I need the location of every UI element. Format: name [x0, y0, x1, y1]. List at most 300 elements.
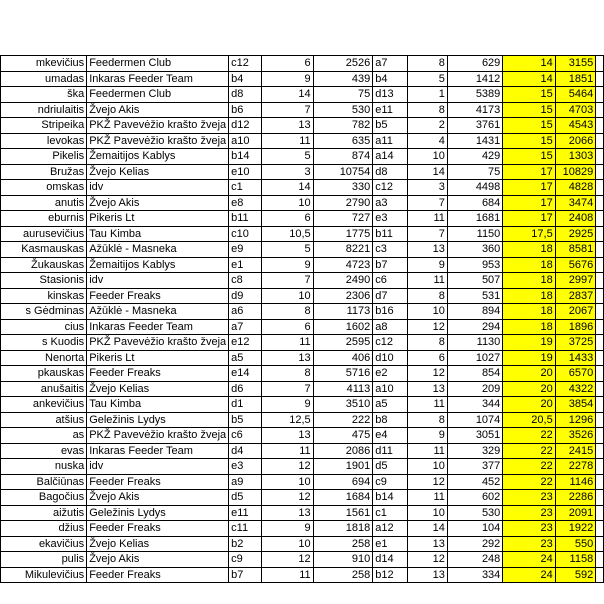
- points-total-cell[interactable]: [503, 133, 555, 149]
- angler-name-cell[interactable]: [1, 164, 87, 180]
- sector-1-cell[interactable]: [229, 521, 262, 537]
- sector-1-cell[interactable]: [229, 412, 262, 428]
- angler-name-cell[interactable]: [1, 521, 87, 537]
- weight-2-cell[interactable]: [447, 56, 502, 72]
- empty-cell[interactable]: [596, 149, 604, 165]
- weight-1-cell[interactable]: [313, 87, 373, 103]
- place-2-cell[interactable]: [408, 195, 448, 211]
- place-1-cell[interactable]: [262, 381, 314, 397]
- sector-2-cell[interactable]: [373, 536, 408, 552]
- place-1-cell[interactable]: [262, 412, 314, 428]
- club-cell[interactable]: [87, 319, 229, 335]
- club-cell[interactable]: [87, 226, 229, 242]
- weight-2-cell[interactable]: [447, 273, 502, 289]
- sector-1-cell[interactable]: [229, 350, 262, 366]
- sector-1-cell[interactable]: [229, 319, 262, 335]
- place-1-cell[interactable]: [262, 397, 314, 413]
- sector-1-cell[interactable]: [229, 257, 262, 273]
- place-2-cell[interactable]: [408, 412, 448, 428]
- sector-2-cell[interactable]: [373, 505, 408, 521]
- place-2-cell[interactable]: [408, 226, 448, 242]
- sector-2-cell[interactable]: [373, 459, 408, 475]
- sector-2-cell[interactable]: [373, 273, 408, 289]
- sector-1-cell[interactable]: [229, 226, 262, 242]
- points-total-cell[interactable]: [503, 273, 555, 289]
- place-1-cell[interactable]: [262, 273, 314, 289]
- sector-1-cell[interactable]: [229, 490, 262, 506]
- sector-1-cell[interactable]: [229, 397, 262, 413]
- place-1-cell[interactable]: [262, 87, 314, 103]
- weight-total-cell[interactable]: [555, 87, 596, 103]
- weight-1-cell[interactable]: [313, 474, 373, 490]
- angler-name-cell[interactable]: [1, 366, 87, 382]
- weight-total-cell[interactable]: [555, 56, 596, 72]
- points-total-cell[interactable]: [503, 412, 555, 428]
- club-cell[interactable]: [87, 536, 229, 552]
- angler-name-cell[interactable]: [1, 149, 87, 165]
- place-2-cell[interactable]: [408, 118, 448, 134]
- points-total-cell[interactable]: [503, 350, 555, 366]
- place-1-cell[interactable]: [262, 443, 314, 459]
- empty-cell[interactable]: [596, 164, 604, 180]
- empty-cell[interactable]: [596, 366, 604, 382]
- weight-total-cell[interactable]: [555, 149, 596, 165]
- weight-total-cell[interactable]: [555, 366, 596, 382]
- club-cell[interactable]: [87, 273, 229, 289]
- weight-1-cell[interactable]: [313, 56, 373, 72]
- place-2-cell[interactable]: [408, 350, 448, 366]
- place-2-cell[interactable]: [408, 319, 448, 335]
- club-cell[interactable]: [87, 366, 229, 382]
- angler-name-cell[interactable]: [1, 474, 87, 490]
- weight-1-cell[interactable]: [313, 149, 373, 165]
- empty-cell[interactable]: [596, 288, 604, 304]
- club-cell[interactable]: [87, 304, 229, 320]
- place-2-cell[interactable]: [408, 180, 448, 196]
- weight-2-cell[interactable]: [447, 428, 502, 444]
- place-1-cell[interactable]: [262, 567, 314, 583]
- weight-2-cell[interactable]: [447, 381, 502, 397]
- weight-1-cell[interactable]: [313, 552, 373, 568]
- club-cell[interactable]: [87, 56, 229, 72]
- weight-total-cell[interactable]: [555, 195, 596, 211]
- points-total-cell[interactable]: [503, 195, 555, 211]
- place-1-cell[interactable]: [262, 552, 314, 568]
- empty-cell[interactable]: [596, 474, 604, 490]
- angler-name-cell[interactable]: [1, 567, 87, 583]
- place-1-cell[interactable]: [262, 428, 314, 444]
- weight-total-cell[interactable]: [555, 273, 596, 289]
- place-2-cell[interactable]: [408, 459, 448, 475]
- place-1-cell[interactable]: [262, 335, 314, 351]
- sector-2-cell[interactable]: [373, 102, 408, 118]
- empty-cell[interactable]: [596, 195, 604, 211]
- sector-1-cell[interactable]: [229, 459, 262, 475]
- angler-name-cell[interactable]: [1, 273, 87, 289]
- empty-cell[interactable]: [596, 397, 604, 413]
- weight-2-cell[interactable]: [447, 71, 502, 87]
- weight-1-cell[interactable]: [313, 381, 373, 397]
- points-total-cell[interactable]: [503, 304, 555, 320]
- club-cell[interactable]: [87, 567, 229, 583]
- weight-total-cell[interactable]: [555, 164, 596, 180]
- weight-1-cell[interactable]: [313, 319, 373, 335]
- angler-name-cell[interactable]: [1, 412, 87, 428]
- sector-1-cell[interactable]: [229, 133, 262, 149]
- sector-2-cell[interactable]: [373, 242, 408, 258]
- place-2-cell[interactable]: [408, 428, 448, 444]
- place-2-cell[interactable]: [408, 567, 448, 583]
- sector-2-cell[interactable]: [373, 521, 408, 537]
- weight-total-cell[interactable]: [555, 474, 596, 490]
- angler-name-cell[interactable]: [1, 350, 87, 366]
- weight-total-cell[interactable]: [555, 428, 596, 444]
- weight-1-cell[interactable]: [313, 428, 373, 444]
- weight-total-cell[interactable]: [555, 567, 596, 583]
- weight-2-cell[interactable]: [447, 226, 502, 242]
- sector-2-cell[interactable]: [373, 428, 408, 444]
- sector-2-cell[interactable]: [373, 397, 408, 413]
- place-2-cell[interactable]: [408, 366, 448, 382]
- club-cell[interactable]: [87, 118, 229, 134]
- angler-name-cell[interactable]: [1, 133, 87, 149]
- sector-2-cell[interactable]: [373, 195, 408, 211]
- points-total-cell[interactable]: [503, 474, 555, 490]
- club-cell[interactable]: [87, 474, 229, 490]
- angler-name-cell[interactable]: [1, 87, 87, 103]
- weight-2-cell[interactable]: [447, 552, 502, 568]
- sector-2-cell[interactable]: [373, 412, 408, 428]
- sector-2-cell[interactable]: [373, 71, 408, 87]
- place-1-cell[interactable]: [262, 459, 314, 475]
- weight-total-cell[interactable]: [555, 288, 596, 304]
- empty-cell[interactable]: [596, 350, 604, 366]
- angler-name-cell[interactable]: [1, 257, 87, 273]
- weight-total-cell[interactable]: [555, 242, 596, 258]
- place-2-cell[interactable]: [408, 521, 448, 537]
- weight-1-cell[interactable]: [313, 505, 373, 521]
- place-1-cell[interactable]: [262, 226, 314, 242]
- sector-2-cell[interactable]: [373, 350, 408, 366]
- club-cell[interactable]: [87, 428, 229, 444]
- club-cell[interactable]: [87, 335, 229, 351]
- sector-1-cell[interactable]: [229, 149, 262, 165]
- place-2-cell[interactable]: [408, 71, 448, 87]
- weight-2-cell[interactable]: [447, 242, 502, 258]
- club-cell[interactable]: [87, 381, 229, 397]
- empty-cell[interactable]: [596, 133, 604, 149]
- weight-1-cell[interactable]: [313, 273, 373, 289]
- weight-1-cell[interactable]: [313, 459, 373, 475]
- weight-total-cell[interactable]: [555, 304, 596, 320]
- points-total-cell[interactable]: [503, 102, 555, 118]
- place-1-cell[interactable]: [262, 211, 314, 227]
- club-cell[interactable]: [87, 257, 229, 273]
- place-1-cell[interactable]: [262, 505, 314, 521]
- club-cell[interactable]: [87, 71, 229, 87]
- sector-2-cell[interactable]: [373, 211, 408, 227]
- weight-total-cell[interactable]: [555, 505, 596, 521]
- place-2-cell[interactable]: [408, 273, 448, 289]
- points-total-cell[interactable]: [503, 226, 555, 242]
- weight-1-cell[interactable]: [313, 412, 373, 428]
- weight-1-cell[interactable]: [313, 304, 373, 320]
- angler-name-cell[interactable]: [1, 118, 87, 134]
- club-cell[interactable]: [87, 87, 229, 103]
- weight-total-cell[interactable]: [555, 257, 596, 273]
- weight-total-cell[interactable]: [555, 443, 596, 459]
- weight-2-cell[interactable]: [447, 319, 502, 335]
- place-1-cell[interactable]: [262, 180, 314, 196]
- points-total-cell[interactable]: [503, 56, 555, 72]
- place-2-cell[interactable]: [408, 552, 448, 568]
- sector-2-cell[interactable]: [373, 304, 408, 320]
- points-total-cell[interactable]: [503, 257, 555, 273]
- place-1-cell[interactable]: [262, 288, 314, 304]
- angler-name-cell[interactable]: [1, 319, 87, 335]
- place-2-cell[interactable]: [408, 381, 448, 397]
- angler-name-cell[interactable]: [1, 552, 87, 568]
- place-1-cell[interactable]: [262, 102, 314, 118]
- points-total-cell[interactable]: [503, 536, 555, 552]
- weight-total-cell[interactable]: [555, 350, 596, 366]
- club-cell[interactable]: [87, 242, 229, 258]
- sector-1-cell[interactable]: [229, 87, 262, 103]
- points-total-cell[interactable]: [503, 211, 555, 227]
- club-cell[interactable]: [87, 521, 229, 537]
- place-2-cell[interactable]: [408, 397, 448, 413]
- weight-total-cell[interactable]: [555, 319, 596, 335]
- place-2-cell[interactable]: [408, 56, 448, 72]
- weight-2-cell[interactable]: [447, 350, 502, 366]
- empty-cell[interactable]: [596, 304, 604, 320]
- place-2-cell[interactable]: [408, 443, 448, 459]
- empty-cell[interactable]: [596, 335, 604, 351]
- points-total-cell[interactable]: [503, 118, 555, 134]
- place-1-cell[interactable]: [262, 118, 314, 134]
- weight-total-cell[interactable]: [555, 102, 596, 118]
- weight-total-cell[interactable]: [555, 552, 596, 568]
- empty-cell[interactable]: [596, 490, 604, 506]
- angler-name-cell[interactable]: [1, 505, 87, 521]
- weight-1-cell[interactable]: [313, 180, 373, 196]
- weight-total-cell[interactable]: [555, 335, 596, 351]
- empty-cell[interactable]: [596, 211, 604, 227]
- weight-total-cell[interactable]: [555, 118, 596, 134]
- sector-2-cell[interactable]: [373, 381, 408, 397]
- place-2-cell[interactable]: [408, 164, 448, 180]
- weight-2-cell[interactable]: [447, 180, 502, 196]
- empty-cell[interactable]: [596, 381, 604, 397]
- angler-name-cell[interactable]: [1, 335, 87, 351]
- empty-cell[interactable]: [596, 273, 604, 289]
- sector-1-cell[interactable]: [229, 536, 262, 552]
- points-total-cell[interactable]: [503, 490, 555, 506]
- sector-2-cell[interactable]: [373, 118, 408, 134]
- weight-1-cell[interactable]: [313, 350, 373, 366]
- angler-name-cell[interactable]: [1, 195, 87, 211]
- weight-1-cell[interactable]: [313, 118, 373, 134]
- sector-1-cell[interactable]: [229, 428, 262, 444]
- sector-2-cell[interactable]: [373, 87, 408, 103]
- sector-2-cell[interactable]: [373, 133, 408, 149]
- empty-cell[interactable]: [596, 521, 604, 537]
- place-1-cell[interactable]: [262, 474, 314, 490]
- sector-2-cell[interactable]: [373, 149, 408, 165]
- empty-cell[interactable]: [596, 118, 604, 134]
- place-2-cell[interactable]: [408, 335, 448, 351]
- angler-name-cell[interactable]: [1, 102, 87, 118]
- weight-total-cell[interactable]: [555, 490, 596, 506]
- weight-2-cell[interactable]: [447, 304, 502, 320]
- empty-cell[interactable]: [596, 56, 604, 72]
- points-total-cell[interactable]: [503, 87, 555, 103]
- sector-2-cell[interactable]: [373, 443, 408, 459]
- place-2-cell[interactable]: [408, 505, 448, 521]
- weight-1-cell[interactable]: [313, 242, 373, 258]
- sector-1-cell[interactable]: [229, 505, 262, 521]
- points-total-cell[interactable]: [503, 288, 555, 304]
- weight-2-cell[interactable]: [447, 149, 502, 165]
- angler-name-cell[interactable]: [1, 459, 87, 475]
- weight-total-cell[interactable]: [555, 397, 596, 413]
- angler-name-cell[interactable]: [1, 536, 87, 552]
- points-total-cell[interactable]: [503, 505, 555, 521]
- weight-2-cell[interactable]: [447, 133, 502, 149]
- sector-2-cell[interactable]: [373, 567, 408, 583]
- club-cell[interactable]: [87, 459, 229, 475]
- sector-2-cell[interactable]: [373, 56, 408, 72]
- sector-2-cell[interactable]: [373, 319, 408, 335]
- club-cell[interactable]: [87, 149, 229, 165]
- sector-1-cell[interactable]: [229, 71, 262, 87]
- place-1-cell[interactable]: [262, 536, 314, 552]
- weight-2-cell[interactable]: [447, 102, 502, 118]
- empty-cell[interactable]: [596, 242, 604, 258]
- sector-1-cell[interactable]: [229, 211, 262, 227]
- angler-name-cell[interactable]: [1, 490, 87, 506]
- weight-1-cell[interactable]: [313, 226, 373, 242]
- points-total-cell[interactable]: [503, 381, 555, 397]
- sector-1-cell[interactable]: [229, 180, 262, 196]
- sector-2-cell[interactable]: [373, 490, 408, 506]
- place-1-cell[interactable]: [262, 304, 314, 320]
- sector-1-cell[interactable]: [229, 443, 262, 459]
- club-cell[interactable]: [87, 164, 229, 180]
- empty-cell[interactable]: [596, 536, 604, 552]
- place-1-cell[interactable]: [262, 521, 314, 537]
- empty-cell[interactable]: [596, 552, 604, 568]
- angler-name-cell[interactable]: [1, 397, 87, 413]
- weight-2-cell[interactable]: [447, 288, 502, 304]
- empty-cell[interactable]: [596, 180, 604, 196]
- place-2-cell[interactable]: [408, 149, 448, 165]
- sector-1-cell[interactable]: [229, 335, 262, 351]
- place-1-cell[interactable]: [262, 164, 314, 180]
- place-2-cell[interactable]: [408, 257, 448, 273]
- angler-name-cell[interactable]: [1, 56, 87, 72]
- points-total-cell[interactable]: [503, 164, 555, 180]
- weight-total-cell[interactable]: [555, 71, 596, 87]
- weight-1-cell[interactable]: [313, 211, 373, 227]
- weight-2-cell[interactable]: [447, 536, 502, 552]
- sector-1-cell[interactable]: [229, 381, 262, 397]
- points-total-cell[interactable]: [503, 180, 555, 196]
- place-1-cell[interactable]: [262, 71, 314, 87]
- empty-cell[interactable]: [596, 443, 604, 459]
- sector-1-cell[interactable]: [229, 273, 262, 289]
- place-1-cell[interactable]: [262, 490, 314, 506]
- points-total-cell[interactable]: [503, 428, 555, 444]
- place-2-cell[interactable]: [408, 536, 448, 552]
- weight-total-cell[interactable]: [555, 180, 596, 196]
- weight-1-cell[interactable]: [313, 195, 373, 211]
- weight-total-cell[interactable]: [555, 381, 596, 397]
- angler-name-cell[interactable]: [1, 226, 87, 242]
- place-2-cell[interactable]: [408, 102, 448, 118]
- weight-2-cell[interactable]: [447, 257, 502, 273]
- weight-2-cell[interactable]: [447, 459, 502, 475]
- sector-1-cell[interactable]: [229, 242, 262, 258]
- club-cell[interactable]: [87, 490, 229, 506]
- sector-2-cell[interactable]: [373, 226, 408, 242]
- sector-1-cell[interactable]: [229, 567, 262, 583]
- angler-name-cell[interactable]: [1, 428, 87, 444]
- angler-name-cell[interactable]: [1, 180, 87, 196]
- place-2-cell[interactable]: [408, 87, 448, 103]
- place-1-cell[interactable]: [262, 350, 314, 366]
- club-cell[interactable]: [87, 397, 229, 413]
- place-2-cell[interactable]: [408, 474, 448, 490]
- empty-cell[interactable]: [596, 257, 604, 273]
- empty-cell[interactable]: [596, 71, 604, 87]
- place-1-cell[interactable]: [262, 319, 314, 335]
- sector-2-cell[interactable]: [373, 552, 408, 568]
- club-cell[interactable]: [87, 505, 229, 521]
- weight-2-cell[interactable]: [447, 567, 502, 583]
- angler-name-cell[interactable]: [1, 304, 87, 320]
- weight-1-cell[interactable]: [313, 164, 373, 180]
- points-total-cell[interactable]: [503, 319, 555, 335]
- place-2-cell[interactable]: [408, 490, 448, 506]
- points-total-cell[interactable]: [503, 521, 555, 537]
- weight-1-cell[interactable]: [313, 257, 373, 273]
- points-total-cell[interactable]: [503, 459, 555, 475]
- weight-2-cell[interactable]: [447, 211, 502, 227]
- points-total-cell[interactable]: [503, 71, 555, 87]
- weight-2-cell[interactable]: [447, 490, 502, 506]
- points-total-cell[interactable]: [503, 443, 555, 459]
- empty-cell[interactable]: [596, 87, 604, 103]
- weight-1-cell[interactable]: [313, 133, 373, 149]
- club-cell[interactable]: [87, 211, 229, 227]
- club-cell[interactable]: [87, 350, 229, 366]
- sector-2-cell[interactable]: [373, 335, 408, 351]
- weight-2-cell[interactable]: [447, 87, 502, 103]
- weight-total-cell[interactable]: [555, 459, 596, 475]
- empty-cell[interactable]: [596, 412, 604, 428]
- weight-1-cell[interactable]: [313, 366, 373, 382]
- weight-2-cell[interactable]: [447, 397, 502, 413]
- weight-2-cell[interactable]: [447, 335, 502, 351]
- empty-cell[interactable]: [596, 428, 604, 444]
- sector-2-cell[interactable]: [373, 164, 408, 180]
- sector-2-cell[interactable]: [373, 366, 408, 382]
- weight-2-cell[interactable]: [447, 474, 502, 490]
- place-1-cell[interactable]: [262, 257, 314, 273]
- points-total-cell[interactable]: [503, 366, 555, 382]
- club-cell[interactable]: [87, 195, 229, 211]
